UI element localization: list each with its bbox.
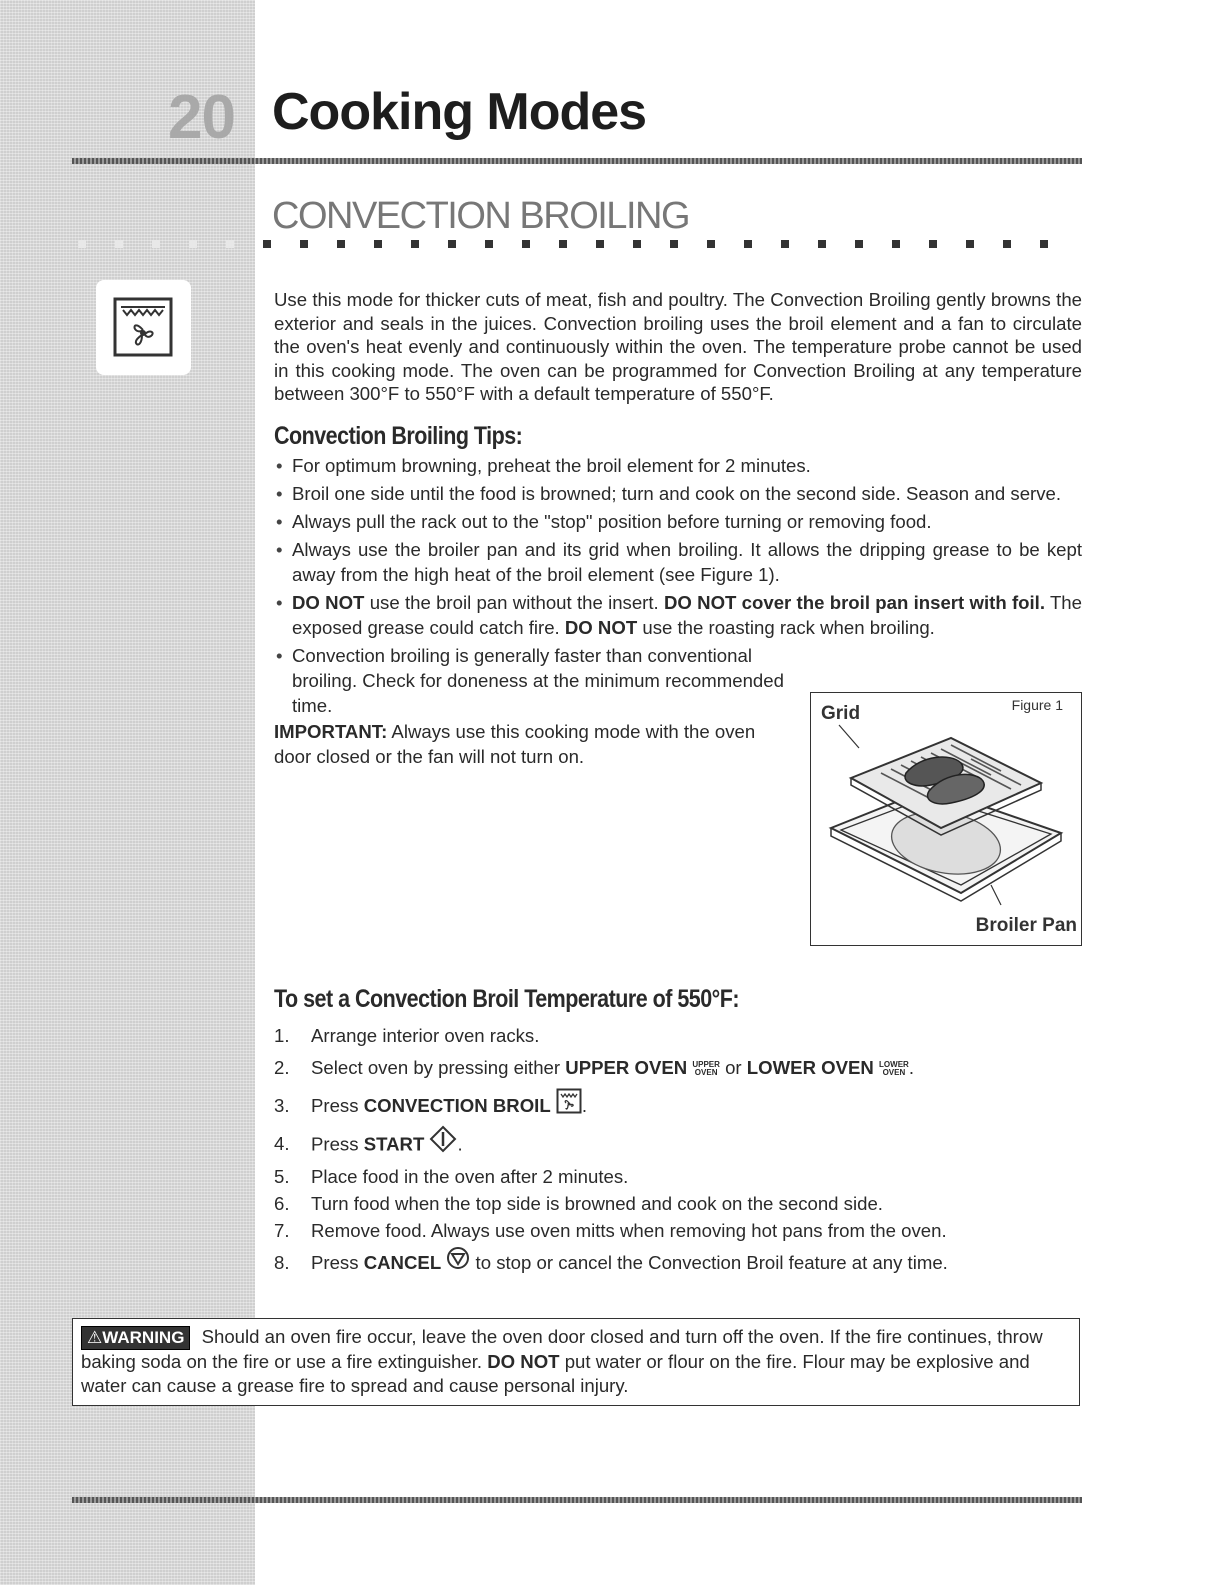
divider-dot [818,240,826,248]
grid-label: Grid [821,703,861,724]
list-item: 1. Arrange interior oven racks. [274,1025,540,1046]
divider-dot [781,240,789,248]
divider-dot [337,240,345,248]
divider-dot [448,240,456,248]
list-item: • For optimum browning, preheat the broil element for 2 minutes. [274,453,1082,478]
start-key-icon [429,1125,457,1166]
divider-dot [300,240,308,248]
tips-list [274,453,1082,721]
divider-dot [707,240,715,248]
divider-dot [485,240,493,248]
divider-dot [78,240,86,248]
section-title: CONVECTION BROILING [272,195,689,237]
divider-dot [855,240,863,248]
divider-dot [966,240,974,248]
warning-box: ⚠WARNING Should an oven fire occur, leave the oven door closed and turn off the oven. If the fire continues, throw baking soda on the fire or use a fire extinguisher. DO NOT put water or flour on the fire. Flour may be explosive and water can cause a grease fire to spread and cause personal injury. [72,1318,1080,1406]
top-rule [72,158,1082,164]
divider-dot [226,240,234,248]
divider-dot [670,240,678,248]
divider-dot [929,240,937,248]
list-item: • DO NOT use the broil pan without the insert. DO NOT cover the broil pan insert with foil. The exposed grease could catch fire. DO NOT use the roasting rack when broiling. [274,590,1082,640]
lower-oven-key-icon: LOWER OVEN [879,1060,909,1078]
divider-dot [1003,240,1011,248]
list-item: 6. Turn food when the top side is browned and cook on the second side. [274,1193,883,1214]
page-number: 20 [168,83,235,152]
list-item: 8. Press CANCEL to stop or cancel the Convection Broil feature at any time. [274,1244,1082,1282]
warning-badge: ⚠WARNING [81,1326,190,1350]
convection-broil-key-icon [556,1088,582,1127]
divider-dot [115,240,123,248]
intro-paragraph: Use this mode for thicker cuts of meat, fish and poultry. The Convection Broiling gently browns the exterior and seals in the juices. Convection broiling uses the broil element and a fan to circulate the oven's heat evenly and continuously within the oven. The temperature probe cannot be used in this cooking mode. The oven can be programmed for Convection Broiling at any temperature between 300°F to 550°F with a default temperature of 550°F. [274,289,1082,404]
bottom-rule [72,1497,1082,1503]
list-item: • Always use the broiler pan and its grid when broiling. It allows the dripping grease to be kept away from the high heat of the broil element (see Figure 1). [274,537,1082,587]
warning-triangle-icon: ⚠ [87,1328,103,1347]
steps-heading: To set a Convection Broil Temperature of 550°F: [274,985,740,1013]
divider-dot [374,240,382,248]
divider-dot [263,240,271,248]
steps-list [274,1022,1082,1282]
divider-dot [596,240,604,248]
divider-dot [1040,240,1048,248]
divider-dot [522,240,530,248]
list-item: 2. Select oven by pressing either UPPER OVEN UPPER OVEN or LOWER OVEN LOWER OVEN . [274,1057,914,1078]
list-item: 7. Remove food. Always use oven mitts when removing hot pans from the oven. [274,1220,947,1241]
list-item: 3. Press CONVECTION BROIL . [274,1087,1082,1125]
divider-dot [411,240,419,248]
chapter-title: Cooking Modes [272,83,647,141]
broiler-pan-label: Broiler Pan [975,915,1077,936]
figure-broiler-pan [810,692,1082,946]
divider-dot [744,240,752,248]
cancel-key-icon [446,1245,470,1283]
divider-dot [559,240,567,248]
divider-dot [189,240,197,248]
figure-caption: Figure 1 [1011,697,1063,713]
list-item: • Always pull the rack out to the "stop" position before turning or removing food. [274,509,1082,534]
important-note: IMPORTANT: Always use this cooking mode with the oven door closed or the fan will not turn on. [274,721,756,767]
list-item: • Broil one side until the food is browned; turn and cook on the second side. Season and serve. [274,481,1082,506]
list-item: • Convection broiling is generally faster than conventional broiling. Check for doneness at the minimum recommended time. [274,643,802,718]
list-item: 5. Place food in the oven after 2 minutes. [274,1166,629,1187]
upper-oven-key-icon: UPPER OVEN [692,1060,720,1078]
convection-broil-icon [96,280,191,375]
tips-heading: Convection Broiling Tips: [274,422,523,450]
divider-dot [152,240,160,248]
divider-dot [633,240,641,248]
list-item: 4. Press START . [274,1125,1082,1163]
divider-dot [892,240,900,248]
